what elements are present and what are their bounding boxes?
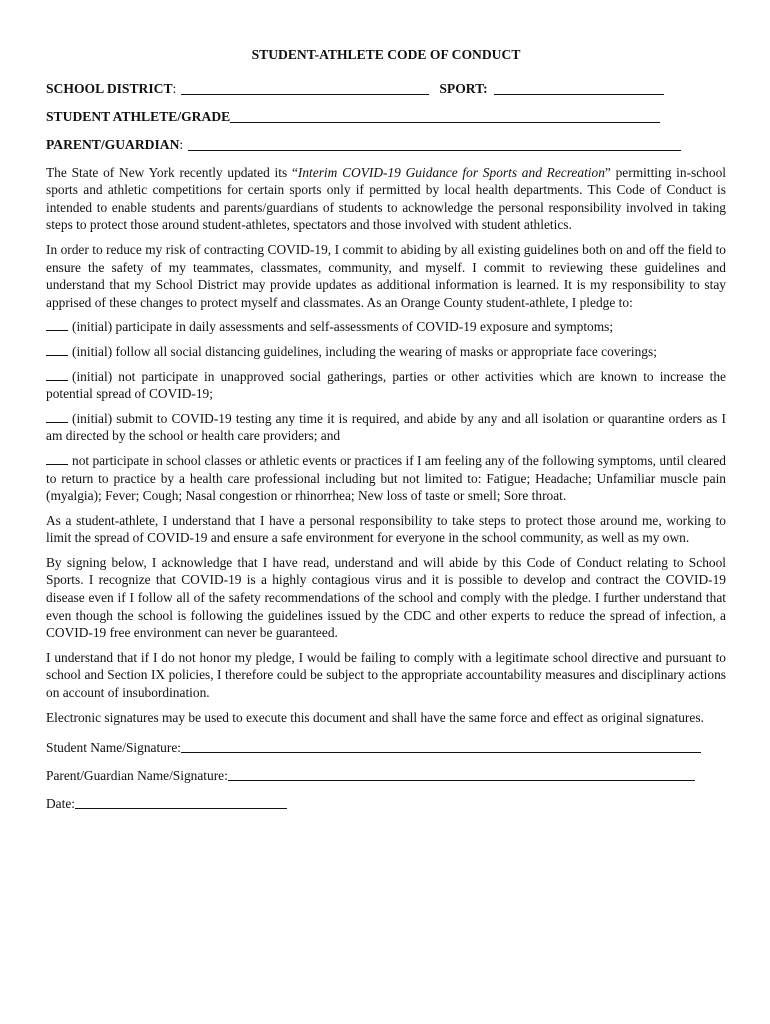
- parent-signature-field[interactable]: [228, 767, 695, 781]
- electronic-signature-paragraph: Electronic signatures may be used to execute this document and shall have the same force and effect as original signatures.: [46, 709, 704, 725]
- parent-signature-row: [46, 766, 726, 784]
- pledge-text: (initial) participate in daily assessments and self-assessments of COVID-19 exposure and symptoms;: [72, 319, 614, 335]
- pledge-item: [46, 318, 726, 336]
- pledge-text: (initial) not participate in unapproved social gatherings, parties or other activities which are known to increase the potential spread of COVID-19;: [46, 368, 726, 402]
- school-district-row: [46, 78, 726, 98]
- pledge-item: [46, 452, 726, 505]
- document-page: [46, 46, 726, 822]
- student-signature-field[interactable]: [181, 739, 701, 753]
- parent-signature-label: Parent/Guardian Name/Signature:: [46, 767, 228, 783]
- parent-guardian-label: PARENT/GUARDIAN: [46, 137, 180, 152]
- responsibility-paragraph: As a student-athlete, I understand that I have a personal responsibility to take steps to protect those around me, working to limit the spread of COVID-19 and ensure a safe environment for everyone in the school community, as well as my own.: [46, 512, 726, 546]
- parent-guardian-colon: :: [179, 137, 184, 152]
- student-signature-label: Student Name/Signature:: [46, 739, 181, 755]
- student-athlete-label: STUDENT ATHLETE/GRADE: [46, 109, 231, 124]
- parent-guardian-row: [46, 134, 726, 154]
- document-title: STUDENT-ATHLETE CODE OF CONDUCT: [251, 47, 521, 62]
- school-district-label: SCHOOL DISTRICT: [46, 81, 173, 96]
- guidance-title: Interim COVID-19 Guidance for Sports and Recreation: [297, 164, 605, 180]
- student-athlete-row: [46, 106, 726, 126]
- initial-blank[interactable]: [46, 318, 68, 331]
- pledge-item: [46, 343, 726, 361]
- school-district-field[interactable]: [181, 81, 429, 95]
- initial-blank[interactable]: [46, 368, 68, 381]
- school-district-colon: :: [172, 81, 177, 96]
- accountability-paragraph: I understand that if I do not honor my pledge, I would be failing to comply with a legitimate school directive and pursuant to school and Section IX policies, I therefore could be subject to the appropriate accountability measures and disciplinary actions on account of insubordination.: [46, 649, 726, 701]
- initial-blank[interactable]: [46, 452, 68, 465]
- pledge-text: (initial) submit to COVID-19 testing any time it is required, and abide by any and all isolation or quarantine orders as I am directed by the school or health care providers; and: [46, 410, 726, 444]
- intro-text-end: ” permitting in-school sports and athletic competitions for certain sports only if permitted by local health departments. This Code of Conduct is intended to enable students and parents/guardians of students to acknowledge the personal responsibility involved in taking steps to protect those around student-athletes, spectators and those involved with student athletics.: [46, 164, 726, 233]
- acknowledge-paragraph: By signing below, I acknowledge that I have read, understand and will abide by this Code of Conduct relating to School Sports. I recognize that COVID-19 is a highly contagious virus and it is possible to develop and contract the COVID-19 disease even if I follow all of the safety recommendations of the school and comply with the pledge. I further understand that even though the school is following the guidelines issued by the CDC and other experts to reduce the spread of infection, a COVID-19 free environment can never be guaranteed.: [46, 554, 726, 641]
- pledge-text: (initial) follow all social distancing guidelines, including the wearing of masks or appropriate face coverings;: [72, 343, 657, 359]
- pledge-item: [46, 410, 726, 445]
- parent-guardian-field[interactable]: [188, 137, 681, 151]
- intro-paragraph: [46, 164, 726, 234]
- initial-blank[interactable]: [46, 343, 68, 356]
- student-signature-row: [46, 738, 726, 756]
- sport-label: SPORT:: [439, 81, 488, 96]
- date-label: Date:: [46, 795, 75, 811]
- date-field[interactable]: [75, 795, 287, 809]
- initial-blank[interactable]: [46, 410, 68, 423]
- pledge-item: [46, 368, 726, 403]
- student-athlete-field[interactable]: [230, 109, 660, 123]
- date-row: [46, 794, 726, 812]
- sport-field[interactable]: [494, 81, 664, 95]
- pledge-text: not participate in school classes or athletic events or practices if I am feeling any of the following symptoms, until cleared to return to practice by a health care professional including but not limited to: Fatigue; Headache; Unfamiliar muscle pain (myalgia); Fever; Cough; Nasal congestion or rhinorrhea; New loss of taste or smell; Sore throat.: [46, 452, 726, 504]
- intro-text-start: The State of New York recently updated its “: [46, 164, 298, 180]
- commitment-paragraph: In order to reduce my risk of contracting COVID-19, I commit to abiding by all existing guidelines both on and off the field to ensure the safety of my teammates, classmates, community, and myself. I commit to reviewing these guidelines and understand that my School District may provide updates as additional information is learned. It is my responsibility to stay apprised of these changes to protect myself and classmates. As an Orange County student-athlete, I pledge to:: [46, 241, 726, 310]
